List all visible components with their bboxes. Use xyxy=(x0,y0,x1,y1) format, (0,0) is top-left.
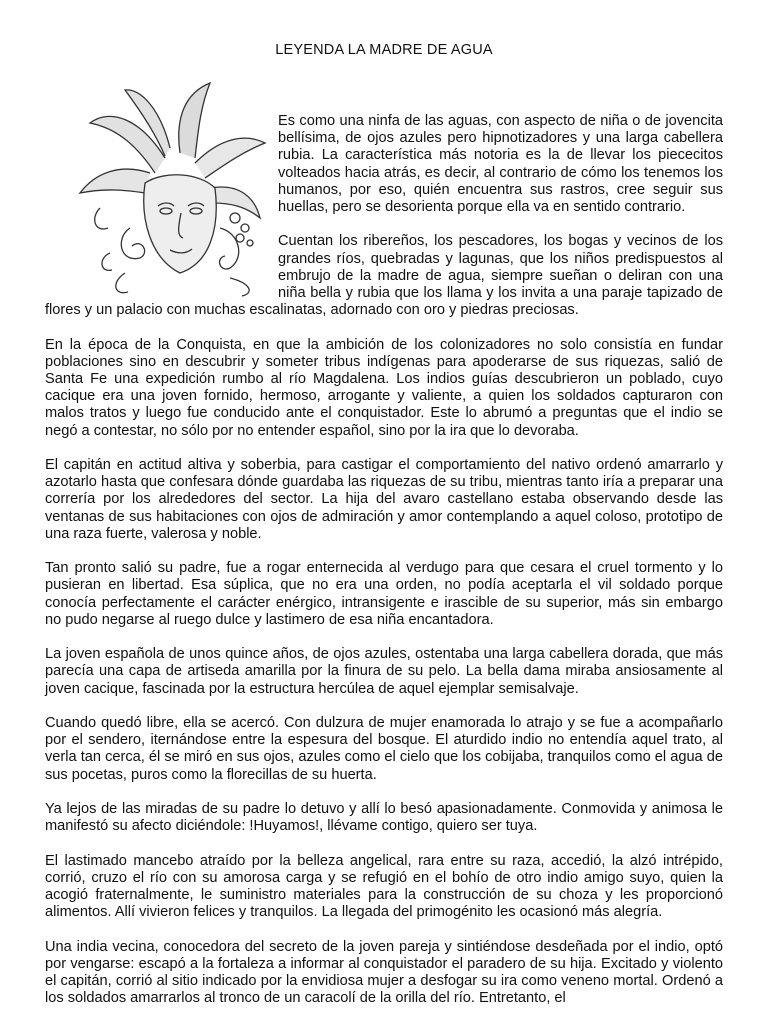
paragraph: Cuando quedó libre, ella se acercó. Con dulzura de mujer enamorada lo atrajo y se fue a acompañarlo por el sendero, iternándose entre la espesura del bosque. El aturdido indio no entendía aquel trato, al verla tan cerca, él se miró en sus ojos, azules como el cielo que los cobijaba, tranquilos como el agua de sus pocetas, puros como la florecillas de su huerta. xyxy=(45,715,723,783)
illustration-spacer xyxy=(45,113,278,298)
paragraph: En la época de la Conquista, en que la ambición de los colonizadores no solo consistía en fundar poblaciones sino en descubrir y someter tribus indígenas para apoderarse de sus riquezas, salió de Santa Fe una expedición rumbo al río Magdalena. Los indios guías descubrieron un poblado, cuyo cacique era una joven fornido, hermoso, arrogante y valiente, a quien los soldados capturaron con malos tratos y luego fue conducido ante el conquistador. Este lo abrumó a preguntas que el indio se negó a contestar, no sólo por no entender español, sino por la ira que lo devoraba. xyxy=(45,336,723,439)
paragraph: Cuentan los ribereños, los pescadores, los bogas y vecinos de los grandes ríos, quebradas y lagunas, que los niños predispuestos al embrujo de la madre de agua, siempre sueñan o deliran con una niña bella y rubia que los llama y los invita a una paraje tapizado de flores y un palacio con muchas escalinatas, adornado con oro y piedras preciosas. xyxy=(45,233,723,319)
paragraph: El lastimado mancebo atraído por la belleza angelical, rara entre su raza, accedió, la alzó intrépido, corrió, cruzo el río con su amorosa carga y se refugió en el bohío de otro indio amigo suyo, quien la acogió fraternalmente, le suministro materiales para la construcción de su choza y les proporcionó alimentos. Allí vivieron felices y tranquilos. La llegada del primogénito les ocasionó más alegría. xyxy=(45,852,723,921)
paragraph: Tan pronto salió su padre, fue a rogar enternecida al verdugo para que cesara el cruel tormento y lo pusieran en libertad. Esa súplica, que no era una orden, no podía aceptarla el vil soldado porque conocía perfectamente el carácter enérgico, intransigente e irascible de su superior, más sin embargo no pudo negarse al ruego dulce y lastimero de esa niña encantadora. xyxy=(45,560,723,628)
paragraph: El capitán en actitud altiva y soberbia, para castigar el comportamiento del nativo ordenó amarrarlo y azotarlo hasta que confesara dónde guardaba las riquezas de su tribu, mientras tanto iría a preparar una correría por los alrededores del sector. La hija del avaro castellano estaba observando desde las ventanas de sus habitaciones con ojos de admiración y amor contemplando a aquel coloso, prototipo de una raza fuerte, valerosa y noble. xyxy=(45,457,723,542)
document-body xyxy=(45,113,723,1025)
paragraph: Una india vecina, conocedora del secreto de la joven pareja y sintiéndose desdeñada por el indio, optó por vengarse: escapó a la fortaleza a informar al conquistador el paradero de su hija. Excitado y violento el capitán, corrió al sitio indicado por la envidiosa mujer a desfogar su ira como veneno mortal. Ordenó a los soldados amarrarlos al tronco de un caracolí de la orilla del río. Entretanto, el xyxy=(45,938,723,1007)
page-title: LEYENDA LA MADRE DE AGUA xyxy=(275,42,493,58)
paragraph: La joven española de unos quince años, de ojos azules, ostentaba una larga cabellera dorada, que más parecía una capa de artiseda amarilla por la finura de su pelo. La bella dama miraba ansiosamente al joven cacique, fascinada por la estructura hercúlea de aquel ejemplar semisalvaje. xyxy=(45,646,723,697)
paragraph: Es como una ninfa de las aguas, con aspecto de niña o de jovencita bellísima, de ojos azules pero hipnotizadores y una larga cabellera rubia. La característica más notoria es la de llevar los piececitos volteados hacia atrás, es decir, al contrario de cómo los tenemos los humanos, por eso, quién encuentra sus rastros, cree seguir sus huellas, pero se desorienta porque ella va en sentido contrario. xyxy=(278,113,723,216)
paragraph: Ya lejos de las miradas de su padre lo detuvo y allí lo besó apasionadamente. Conmovida y animosa le manifestó su afecto diciéndole: !Huyamos!, llévame contigo, quiero ser tuya. xyxy=(45,801,723,835)
